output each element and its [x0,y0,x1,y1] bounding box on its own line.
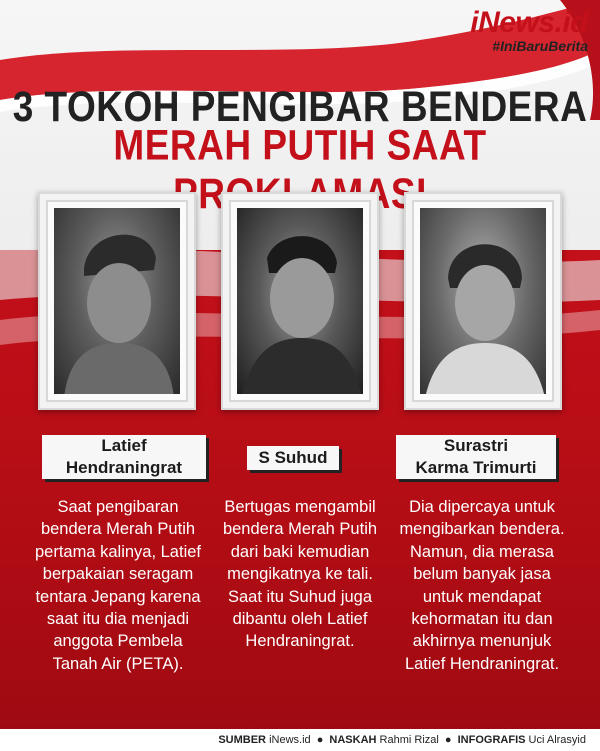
credits-footer [0,729,600,751]
title-line-1: 3 TOKOH PENGIBAR BENDERA [12,82,588,130]
credit-separator-2: ● [444,734,452,746]
portrait-frame-surastri [404,192,562,410]
name-suhud-line1: S Suhud [258,448,328,467]
credit-sumber-value: iNews.id [269,734,311,746]
portrait-frame-suhud [221,192,379,410]
portrait-photo-latief [54,208,180,394]
description-surastri: Dia dipercaya untuk mengibarkan bendera. Namun, dia merasa belum banyak jasa untuk mendapat kehormatan itu dan akhirnya menunjuk Latief Hendraningrat. [399,498,565,673]
portrait-frame-latief [38,192,196,410]
name-box-suhud [247,446,339,470]
brand-logo: iNews.id [470,6,588,39]
description-latief: Saat pengibaran bendera Merah Putih pertama kalinya, Latief berpakaian seragam tentara Jepang karena saat itu dia menjadi anggota Pembela Tanah Air (PETA). [34,498,201,673]
credit-sumber-label: SUMBER [218,734,266,746]
credit-naskah-label: NASKAH [329,734,377,746]
credit-infografis-label: INFOGRAFIS [457,734,526,746]
brand-logo-block [470,6,588,54]
name-surastri-line2: Karma Trimurti [415,458,537,477]
name-box-latief [42,435,206,479]
credit-infografis-value: Uci Alrasyid [528,734,586,746]
portrait-photo-surastri [420,208,546,394]
description-suhud: Bertugas mengambil bendera Merah Putih dari baki kemudian mengikatnya ke tali. Saat itu Suhud juga dibantu oleh Latief Hendraningrat. [222,498,378,651]
name-surastri-line1: Surastri [443,436,509,455]
title-line-2: MERAH PUTIH SAAT [113,121,487,169]
name-latief-line2: Hendraningrat [65,458,183,477]
credit-naskah-value: Rahmi Rizal [379,734,439,746]
name-box-surastri [396,435,556,479]
brand-hashtag: #IniBaruBerita [492,38,588,54]
credit-separator-1: ● [316,734,324,746]
name-latief-line1: Latief [101,436,147,455]
portrait-photo-suhud [237,208,363,394]
